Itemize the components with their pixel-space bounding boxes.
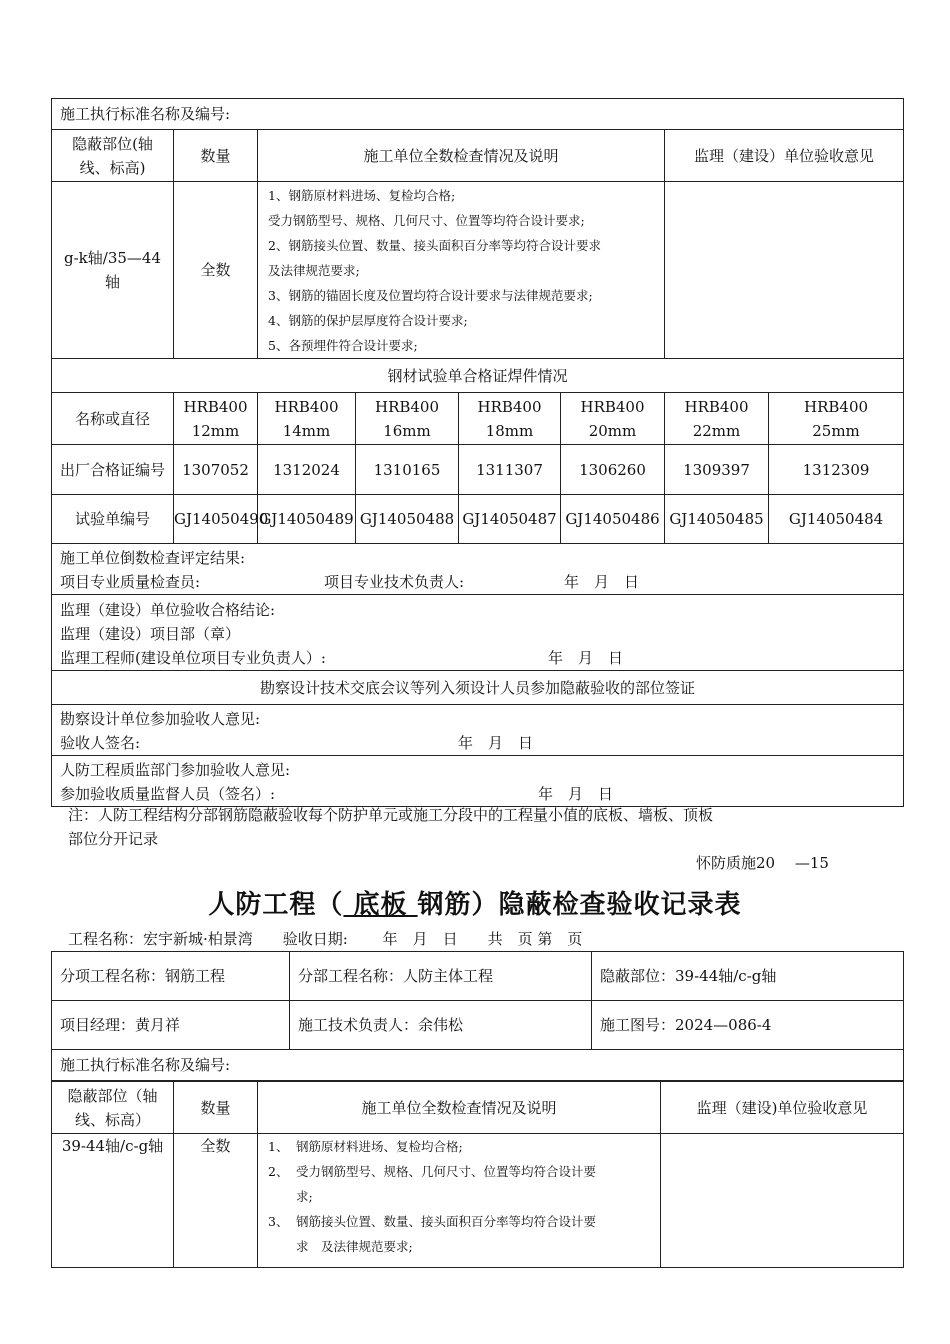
cert-no-value: 1310165 — [356, 445, 459, 495]
quality-inspector-label: 项目专业质量检查员: — [60, 573, 201, 591]
cert-no-value: 1306260 — [561, 445, 665, 495]
supervision-dept-label: 监理（建设）项目部（章） — [60, 625, 241, 643]
hidden-part-value: g-k轴/35—44轴 — [52, 182, 174, 359]
steel-grade: HRB400 — [804, 397, 869, 416]
accept-date: 验收日期: 年 月 日 — [282, 930, 458, 948]
cert-no-value: 1309397 — [665, 445, 769, 495]
inspection-item: 及法律规范要求; — [268, 263, 360, 278]
steel-name-label: 名称或直径 — [52, 393, 174, 445]
test-no-label: 试验单编号 — [52, 495, 174, 544]
supervision-date: 年 月 日 — [548, 649, 624, 667]
project-name: 工程名称：宏宇新城·柏景湾 — [68, 930, 253, 948]
lower-inspection-list — [268, 1134, 652, 1259]
drawing-no-cell: 施工图号：2024—086-4 — [592, 1001, 904, 1050]
standard-name-cell — [52, 99, 904, 130]
hidden-location-cell: 隐蔽部位：39-44轴/c-g轴 — [592, 952, 904, 1001]
form-code: 怀防质施20 —15 — [696, 854, 829, 872]
steel-grade-cell — [459, 393, 561, 445]
steel-grade: HRB400 — [274, 397, 339, 416]
steel-size: 18mm — [485, 421, 534, 440]
note-line-2: 部位分开记录 — [68, 830, 159, 848]
supervision-engineer-label: 监理工程师(建设单位项目专业负责人）: — [60, 649, 326, 667]
test-no-value: GJ14050485 — [665, 495, 769, 544]
upper-inspection-table — [51, 98, 904, 807]
quantity-header: 数量 — [174, 130, 258, 182]
supervision-conclusion-cell — [52, 595, 904, 671]
acceptor-sign-label: 验收人签名: — [60, 734, 141, 752]
steel-size: 25mm — [812, 421, 860, 440]
test-no-value: GJ14050488 — [356, 495, 459, 544]
division-cell: 分部工程名称：人防主体工程 — [290, 952, 592, 1001]
test-no-value: GJ14050486 — [561, 495, 665, 544]
steel-grade: HRB400 — [477, 397, 542, 416]
inspection-item: 2、钢筋接头位置、数量、接头面积百分率等均符合设计要求 — [268, 238, 601, 253]
supervision-opinion-cell — [665, 182, 904, 359]
inspection-details — [258, 182, 665, 359]
item-number — [268, 1234, 296, 1259]
steel-section-title: 钢材试验单合格证焊件情况 — [52, 359, 904, 393]
lower-hidden-part-header: 隐蔽部位（轴线、标高） — [52, 1082, 174, 1134]
lower-detail-table — [51, 1081, 904, 1268]
steel-grade-cell — [258, 393, 356, 445]
tech-lead-label: 项目专业技术负责人: — [324, 573, 465, 591]
steel-grade-cell — [356, 393, 459, 445]
item-number — [268, 1184, 296, 1209]
steel-grade: HRB400 — [580, 397, 645, 416]
item-text: 钢筋原材料进场、复检均合格; — [296, 1139, 463, 1154]
item-number: 3、 — [268, 1214, 289, 1229]
test-no-value: GJ14050489 — [258, 495, 356, 544]
lower-inspection-details — [258, 1134, 661, 1268]
item-text: 受力钢筋型号、规格、几何尺寸、位置等均符合设计要 — [296, 1164, 597, 1179]
project-manager-cell: 项目经理：黄月祥 — [52, 1001, 290, 1050]
design-date: 年 月 日 — [458, 734, 534, 752]
lower-supervision-header: 监理（建设)单位验收意见 — [661, 1082, 904, 1134]
cert-no-value: 1312024 — [258, 445, 356, 495]
steel-size: 20mm — [588, 421, 637, 440]
lower-inspection-header: 施工单位全数检查情况及说明 — [258, 1082, 661, 1134]
cert-no-value: 1312309 — [769, 445, 904, 495]
item-text: 钢筋接头位置、数量、接头面积百分率等均符合设计要 — [296, 1214, 597, 1229]
steel-size: 22mm — [692, 421, 741, 440]
inspection-item: 1、钢筋原材料进场、复检均合格; — [268, 188, 456, 203]
inspection-item: 5、各预埋件符合设计要求; — [268, 338, 418, 353]
civil-defense-opinion-cell — [52, 756, 904, 807]
lower-quantity-header: 数量 — [174, 1082, 258, 1134]
design-opinion-cell — [52, 705, 904, 756]
lower-inspection-table — [51, 951, 904, 1081]
inspection-item: 受力钢筋型号、规格、几何尺寸、位置等均符合设计要求; — [268, 213, 585, 228]
inspection-item: 3、钢筋的锚固长度及位置均符合设计要求与法律规范要求; — [268, 288, 593, 303]
steel-size: 12mm — [191, 421, 240, 440]
lower-quantity-value: 全数 — [174, 1134, 258, 1268]
note — [68, 803, 888, 851]
inspection-header: 施工单位全数检查情况及说明 — [258, 130, 665, 182]
standard-name-label: 施工执行标准名称及编号: — [60, 105, 231, 123]
contractor-sign-line — [60, 570, 895, 594]
cert-no-label: 出厂合格证编号 — [52, 445, 174, 495]
design-section-title: 勘察设计技术交底会议等列入须设计人员参加隐蔽验收的部位签证 — [52, 671, 904, 705]
steel-grade-cell — [561, 393, 665, 445]
hidden-part-header: 隐蔽部位(轴线、标高) — [52, 130, 174, 182]
title-prefix: 人防工程（ — [208, 890, 344, 920]
steel-grade-cell — [665, 393, 769, 445]
test-no-value: GJ14050484 — [769, 495, 904, 544]
sub-project-cell: 分项工程名称：钢筋工程 — [52, 952, 290, 1001]
page-title — [0, 884, 950, 921]
steel-grade: HRB400 — [374, 397, 440, 416]
civil-defense-opinion-label: 人防工程质监部门参加验收人意见: — [60, 761, 291, 779]
supervision-header: 监理（建设）单位验收意见 — [665, 130, 904, 182]
title-suffix: 钢筋）隐蔽检查验收记录表 — [417, 890, 742, 920]
lower-supervision-opinion-cell — [661, 1134, 904, 1268]
steel-size: 16mm — [383, 421, 431, 440]
test-no-value: GJ14050490 — [174, 495, 258, 544]
tech-lead-cell: 施工技术负责人：余伟松 — [290, 1001, 592, 1050]
inspection-item: 4、钢筋的保护层厚度符合设计要求; — [268, 313, 468, 328]
item-number: 1、 — [268, 1139, 289, 1154]
page-count: 共 页 第 页 — [487, 930, 583, 948]
cert-no-value: 1311307 — [459, 445, 561, 495]
contractor-date: 年 月 日 — [564, 573, 640, 591]
quantity-value: 全数 — [174, 182, 258, 359]
design-sign-line — [60, 731, 895, 755]
cert-no-value: 1307052 — [174, 445, 258, 495]
contractor-result-cell — [52, 544, 904, 595]
design-opinion-label: 勘察设计单位参加验收人意见: — [60, 710, 261, 728]
lower-standard-cell: 施工执行标准名称及编号: — [52, 1050, 904, 1081]
steel-grade: HRB400 — [183, 397, 248, 416]
meta-line — [68, 928, 582, 949]
steel-grade-cell — [769, 393, 904, 445]
item-number: 2、 — [268, 1164, 289, 1179]
steel-grade-cell — [174, 393, 258, 445]
supervision-sign-line — [60, 646, 895, 670]
test-no-value: GJ14050487 — [459, 495, 561, 544]
item-text: 求 及法律规范要求; — [296, 1239, 413, 1254]
lower-hidden-part-value: 39-44轴/c-g轴 — [52, 1134, 174, 1268]
contractor-result-label: 施工单位倒数检查评定结果: — [60, 549, 246, 567]
note-line-1: 注：人防工程结构分部钢筋隐蔽验收每个防护单元或施工分段中的工程量小值的底板、墙板、顶板 — [68, 806, 714, 824]
steel-size: 14mm — [282, 421, 331, 440]
title-underlined-part: 底板 — [343, 890, 418, 920]
item-text: 求; — [296, 1189, 313, 1204]
supervision-conclusion-label: 监理（建设）单位验收合格结论: — [60, 601, 276, 619]
quality-supervisor-sign-label: 参加验收质量监督人员（签名）: — [60, 785, 276, 803]
steel-grade: HRB400 — [684, 397, 749, 416]
civil-defense-date: 年 月 日 — [538, 785, 614, 803]
